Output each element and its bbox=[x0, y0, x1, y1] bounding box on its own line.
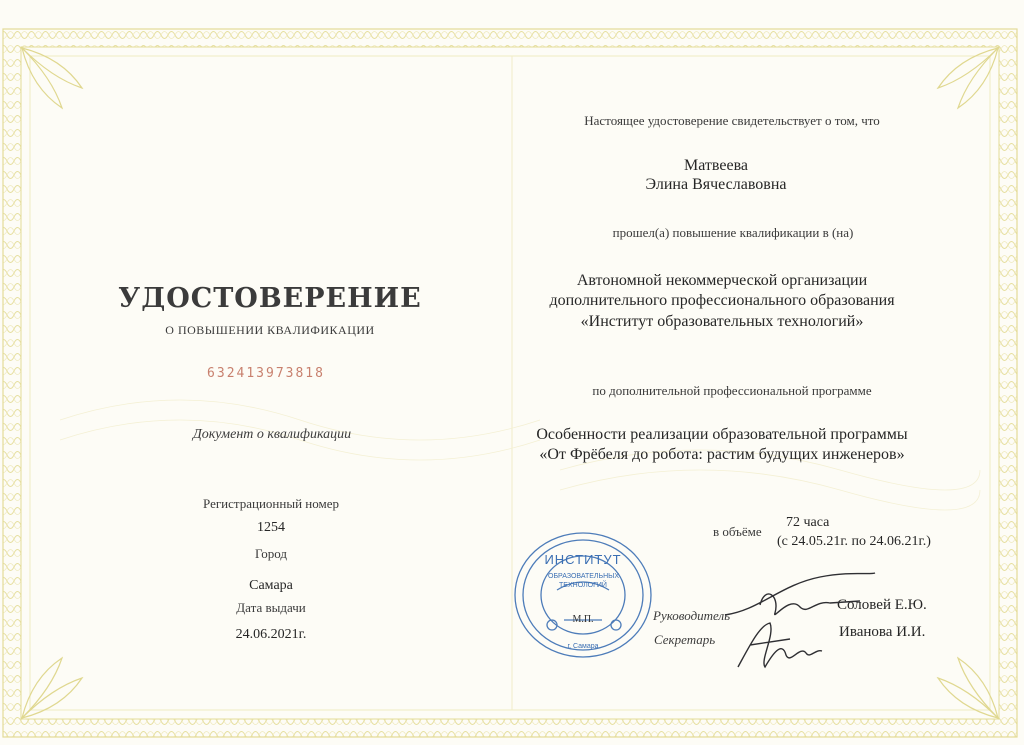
organization-line-3: «Институт образовательных технологий» bbox=[580, 313, 864, 330]
passed-text: прошел(а) повышение квалификации в (на) bbox=[612, 225, 854, 240]
secretary-label: Секретарь bbox=[654, 632, 716, 647]
organization-line-1: Автономной некоммерческой организации bbox=[576, 272, 868, 289]
registration-number: 1254 bbox=[257, 520, 285, 535]
secretary-signature bbox=[730, 615, 830, 675]
program-title-line-1: Особенности реализации образовательной программы bbox=[536, 426, 908, 443]
registration-label: Регистрационный номер bbox=[203, 496, 339, 511]
document-type: Документ о квалификации bbox=[192, 427, 352, 442]
study-period: (с 24.05.21г. по 24.06.21г.) bbox=[777, 534, 931, 549]
stamp-city: г. Самара bbox=[567, 643, 599, 650]
hours-value: 72 часа bbox=[786, 515, 830, 530]
document-subtitle: О ПОВЫШЕНИИ КВАЛИФИКАЦИИ bbox=[165, 323, 375, 337]
issue-date-label: Дата выдачи bbox=[236, 600, 306, 615]
document-title: УДОСТОВЕРЕНИЕ bbox=[118, 283, 422, 314]
recipient-given-names: Элина Вячеславовна bbox=[645, 176, 787, 193]
seal-placeholder-mp: М.П. bbox=[572, 614, 594, 625]
institute-stamp bbox=[512, 530, 654, 660]
volume-label: в объёме bbox=[713, 524, 762, 539]
organization-line-2: дополнительного профессионального образования bbox=[549, 292, 895, 309]
stamp-inner-text: ОБРАЗОВАТЕЛЬНЫХ ТЕХНОЛОГИЙ bbox=[548, 573, 620, 589]
issue-date: 24.06.2021г. bbox=[235, 627, 307, 642]
head-name: Соловей Е.Ю. bbox=[837, 597, 927, 613]
serial-number: 632413973818 bbox=[207, 366, 325, 381]
intro-text: Настоящее удостоверение свидетельствует о том, что bbox=[584, 113, 880, 128]
stamp-institute-word: ИНСТИТУТ bbox=[544, 552, 622, 567]
recipient-surname: Матвеева bbox=[683, 157, 749, 174]
program-label: по дополнительной профессиональной программе bbox=[592, 383, 872, 398]
city-value: Самара bbox=[249, 578, 293, 593]
city-label: Город bbox=[254, 546, 288, 561]
program-title-line-2: «От Фрёбеля до робота: растим будущих инженеров» bbox=[539, 446, 905, 463]
head-label: Руководитель bbox=[653, 608, 731, 623]
secretary-name: Иванова И.И. bbox=[839, 624, 926, 640]
